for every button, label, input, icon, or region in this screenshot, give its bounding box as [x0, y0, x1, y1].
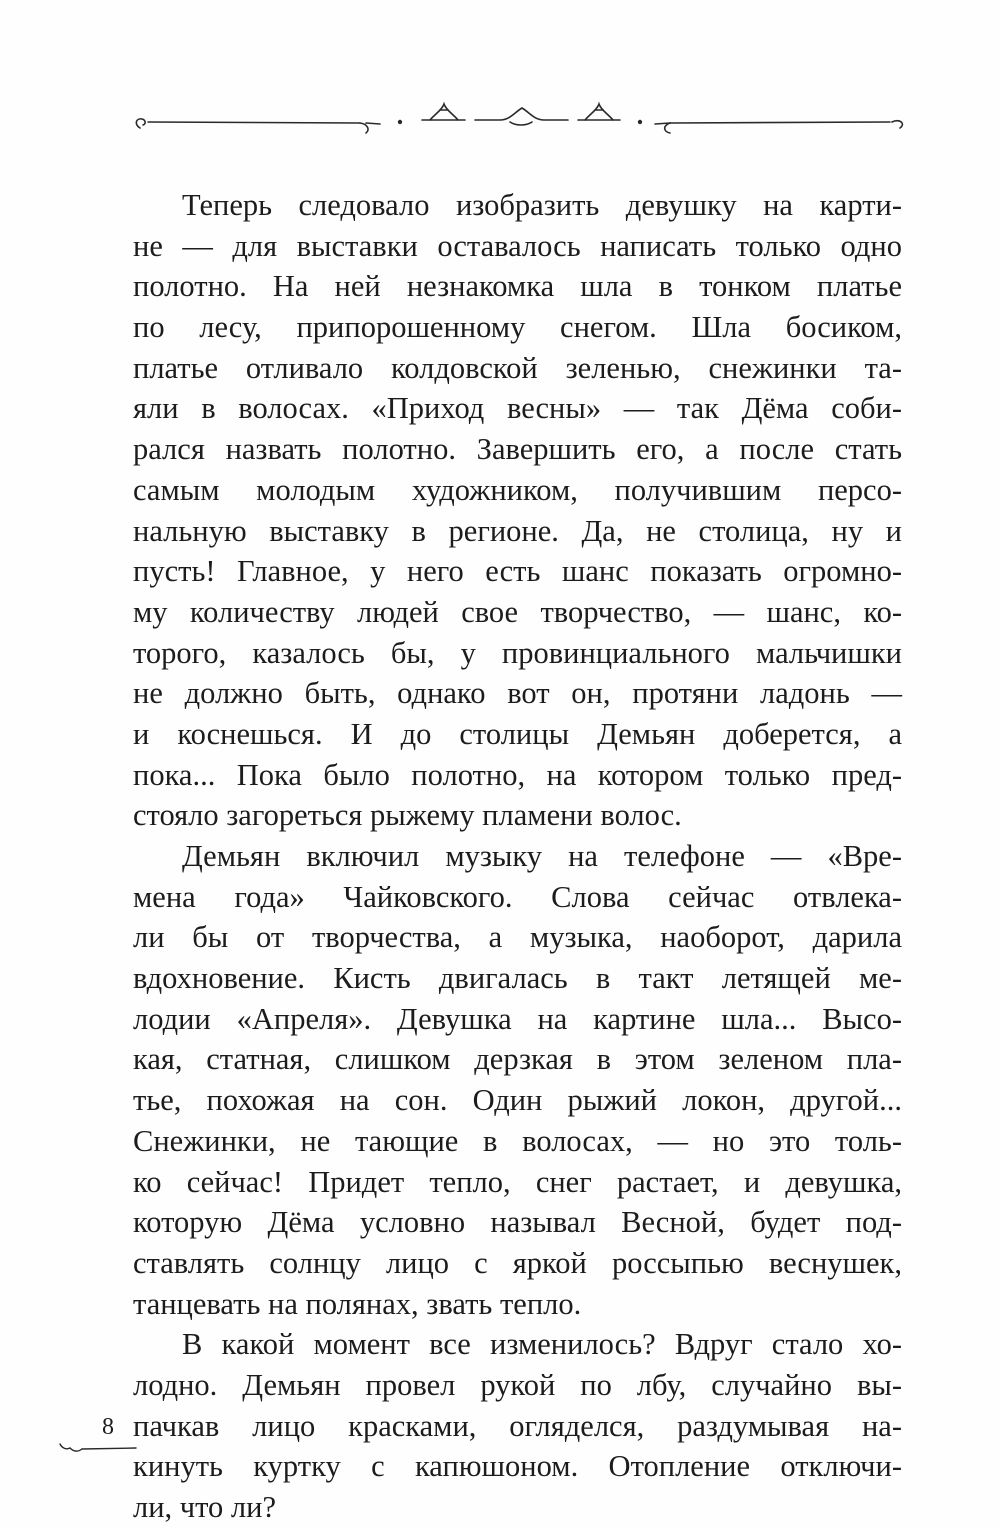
text-line: тье, похожая на сон. Один рыжий локон, другой...: [133, 1083, 902, 1118]
text-line: нальную выставку в регионе. Да, не столица, ну и: [133, 513, 902, 548]
text-line: Теперь следовало изобразить девушку на карти-: [182, 188, 902, 222]
text-line: самым молодым художником, получившим персо-: [133, 472, 902, 507]
text-line: ставлять солнцу лицо с яркой россыпью веснушек,: [133, 1245, 902, 1280]
text-line: полотно. На ней незнакомка шла в тонком платье: [133, 269, 902, 304]
text-line: платье отливало колдовской зеленью, снежинки та-: [133, 350, 902, 385]
text-line: по лесу, припорошенному снегом. Шла босиком,: [133, 310, 902, 345]
page-number: 8: [102, 1414, 114, 1440]
text-line: Демьян включил музыку на телефоне — «Вре-: [182, 839, 902, 873]
text-line: кая, статная, слишком дерзкая в этом зеленом пла-: [133, 1042, 902, 1077]
text-line: танцевать на полянах, звать тепло.: [133, 1286, 582, 1321]
text-line: Снежинки, не тающие в волосах, — но это толь-: [133, 1123, 902, 1158]
text-line: пачкав лицо красками, огляделся, раздумывая на-: [133, 1408, 902, 1443]
text-line: ли, что ли?: [133, 1490, 277, 1524]
text-line: вдохновение. Кисть двигалась в такт летящей ме-: [133, 961, 902, 996]
text-line: яли в волосах. «Приход весны» — так Дёма соби-: [133, 391, 902, 426]
text-line: которую Дёма условно называл Весной, будет под-: [133, 1205, 902, 1240]
text-line: му количеству людей свое творчество, — шанс, ко-: [133, 594, 902, 629]
text-line: пока... Пока было полотно, на котором только пред-: [133, 757, 902, 792]
text-line: рался назвать полотно. Завершить его, а после стать: [133, 432, 902, 467]
text-line: мена года» Чайковского. Слова сейчас отвлека-: [133, 879, 902, 914]
text-line: и коснешься. И до столицы Демьян доберется, а: [133, 716, 902, 751]
text-line: пусть! Главное, у него есть шанс показать огромно-: [133, 554, 902, 589]
text-line: В какой момент все изменилось? Вдруг стало хо-: [182, 1327, 902, 1362]
text-line: ко сейчас! Придет тепло, снег растает, и девушка,: [133, 1164, 902, 1199]
header-ornament: [130, 98, 910, 138]
text-line: не — для выставки оставалось написать только одно: [133, 228, 902, 263]
body-text: [133, 185, 902, 1528]
page-number-flourish: [58, 1438, 138, 1454]
text-line: лодии «Апреля». Девушка на картине шла... Высо-: [133, 1001, 902, 1036]
text-line: ли бы от творчества, а музыка, наоборот, дарила: [133, 920, 902, 955]
text-line: не должно быть, однако вот он, протяни ладонь —: [133, 676, 902, 711]
text-line: торого, казалось бы, у провинциального мальчишки: [133, 635, 902, 670]
text-line: лодно. Демьян провел рукой по лбу, случайно вы-: [133, 1367, 902, 1402]
text-line: стояло загореться рыжему пламени волос.: [133, 798, 682, 833]
text-line: кинуть куртку с капюшоном. Отопление отключи-: [133, 1449, 902, 1484]
